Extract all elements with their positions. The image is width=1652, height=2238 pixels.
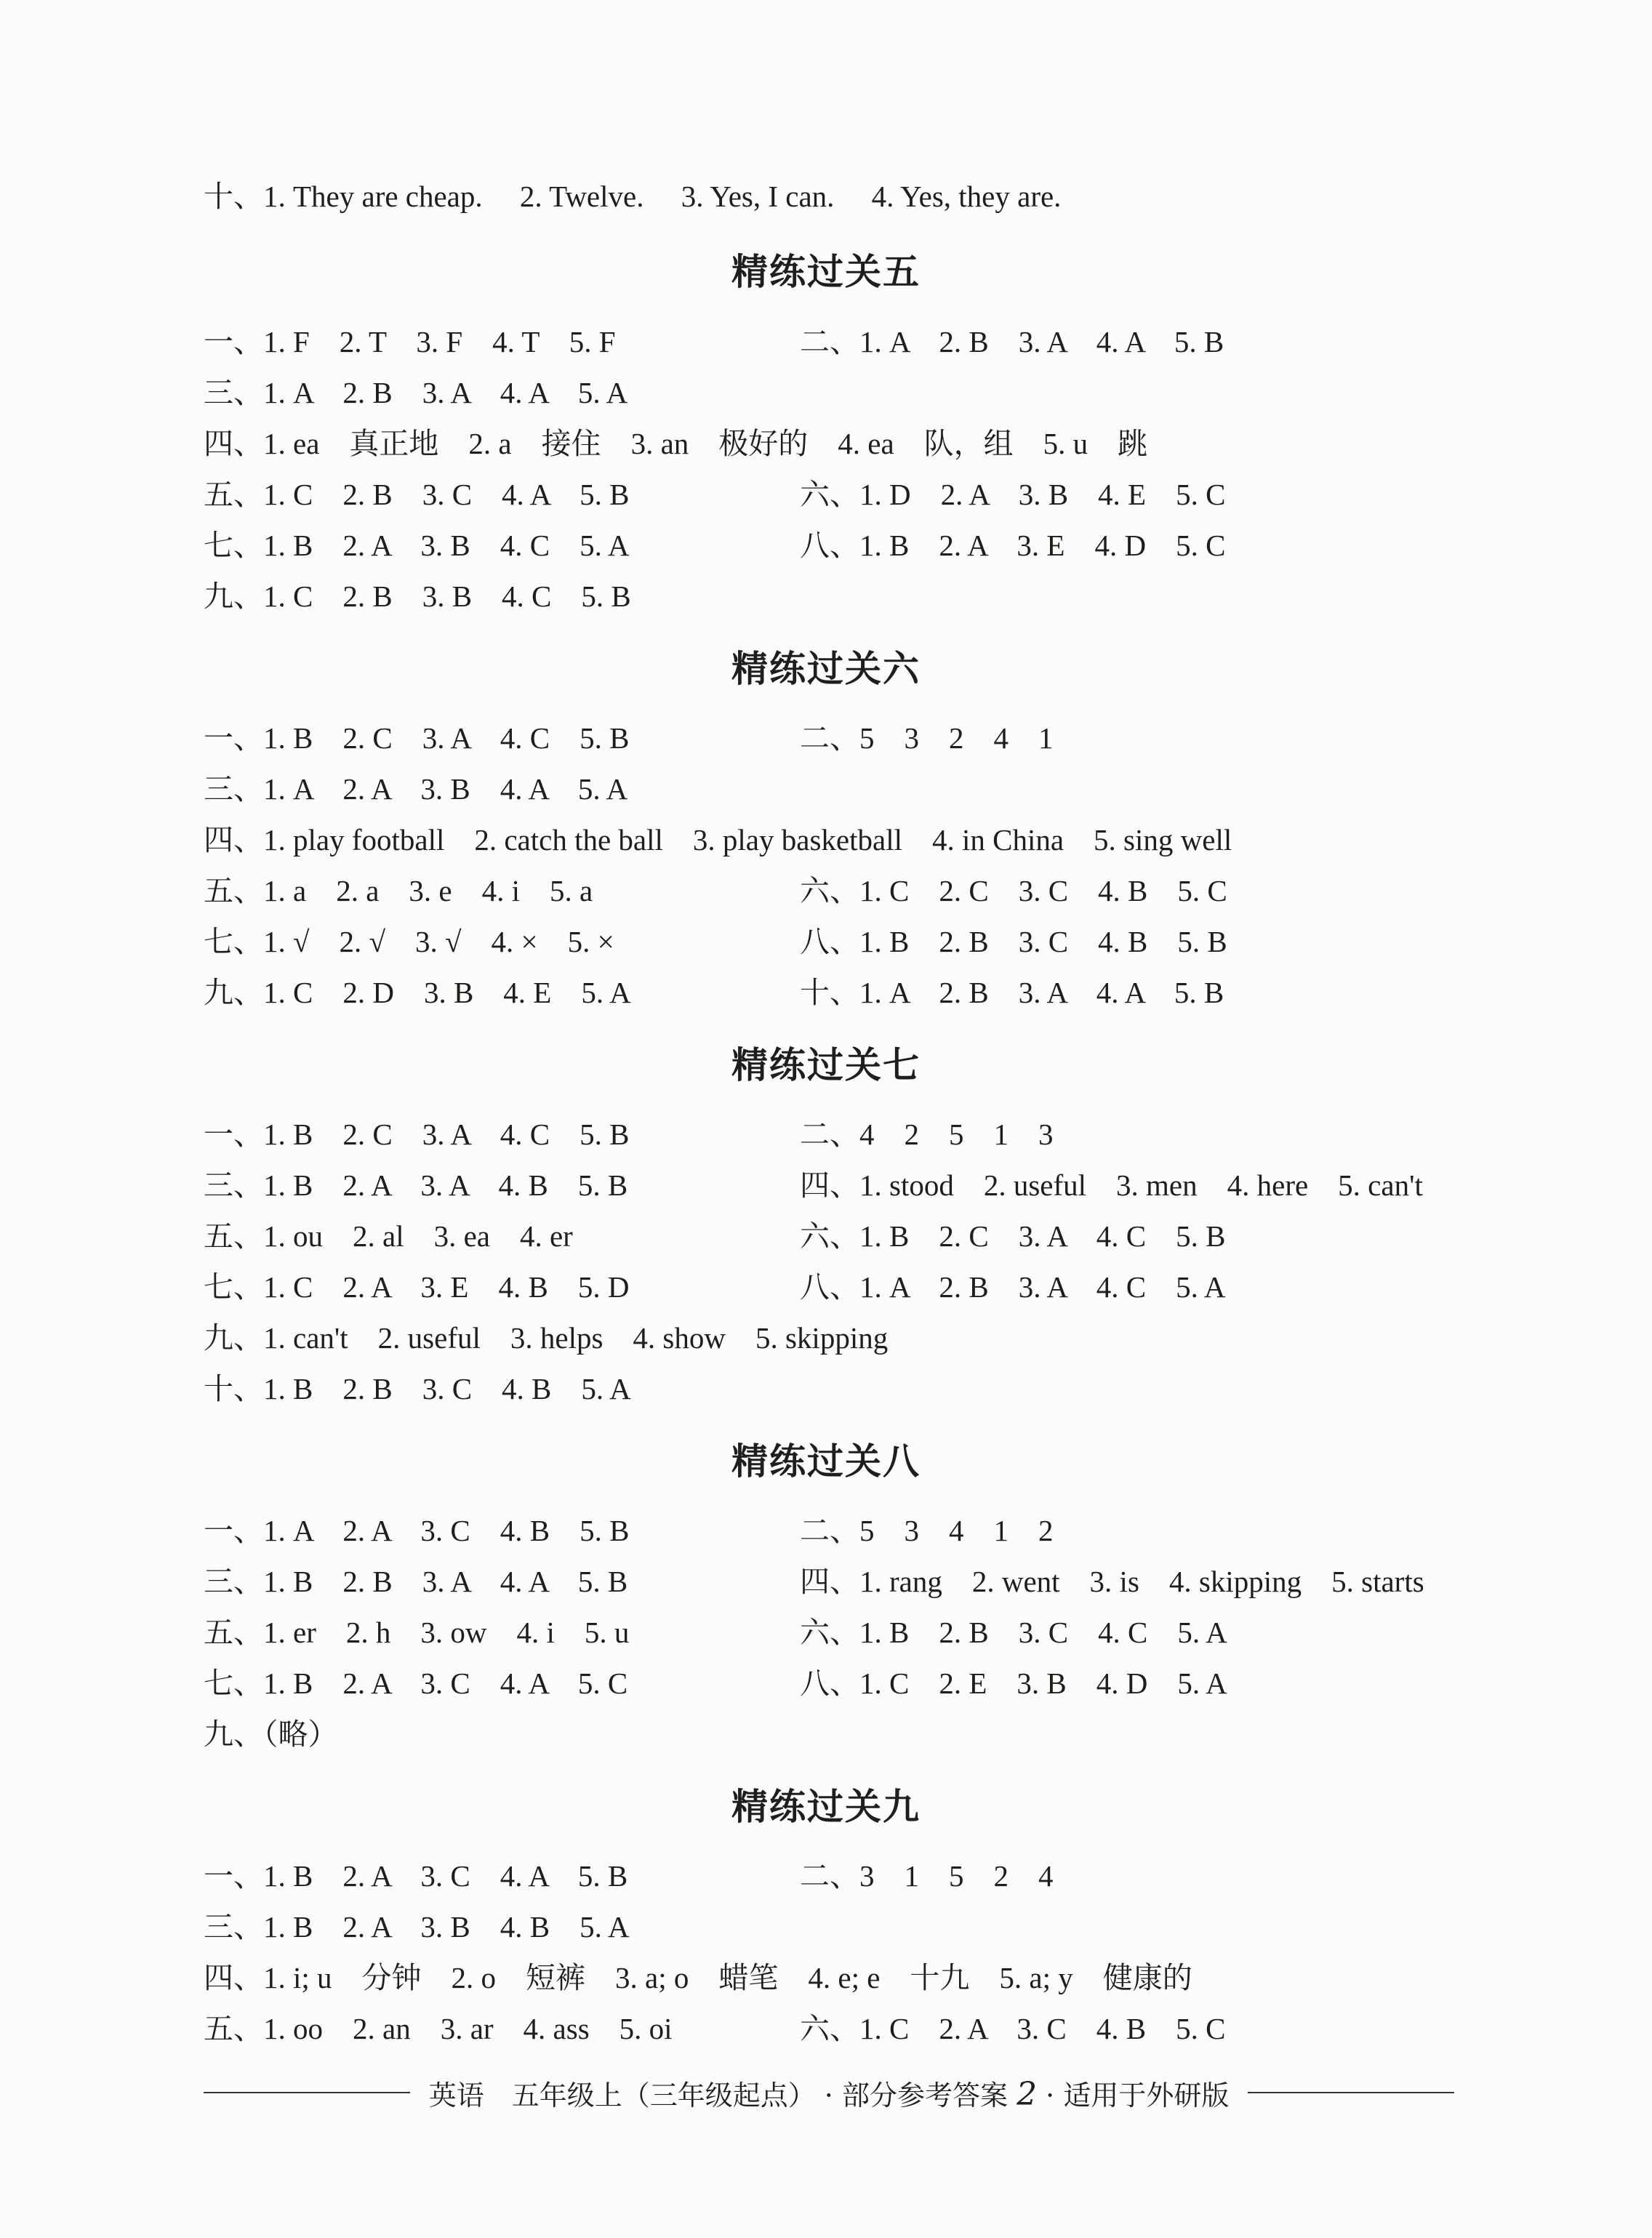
answer-line (204, 1850, 1498, 1901)
answer-text: 一、1. B 2. C 3. A 4. C 5. B (204, 1118, 630, 1151)
footer-rule-left (204, 2092, 410, 2093)
answer-line (204, 367, 1498, 418)
footer-subject: 英语 五年级上（三年级起点） (428, 2079, 816, 2111)
answer-text: 九、1. C 2. B 3. B 4. C 5. B (204, 579, 631, 613)
answer-text: 七、1. B 2. A 3. B 4. C 5. A (204, 529, 630, 562)
answer-text: 九、1. can't 2. useful 3. helps 4. show 5. skipping (204, 1321, 889, 1355)
answer-line (204, 865, 1498, 916)
answer-text: 九、1. C 2. D 3. B 4. E 5. A (204, 976, 631, 1009)
answer-text: 六、1. C 2. A 3. C 4. B 5. C (800, 2012, 1226, 2045)
answer-line (204, 316, 1498, 367)
answer-text: 三、1. A 2. A 3. B 4. A 5. A (204, 772, 628, 806)
answer-line (204, 1312, 1498, 1363)
answer-text: 五、1. er 2. h 3. ow 4. i 5. u (204, 1616, 630, 1649)
answer-line (204, 418, 1498, 469)
answer-line (204, 171, 1498, 222)
answer-line (204, 814, 1498, 865)
page-number: 2 (1017, 2075, 1038, 2113)
section-title: 精练过关八 (731, 1440, 921, 1483)
answer-text: 五、1. a 2. a 3. e 4. i 5. a (204, 874, 593, 907)
answer-text: 七、1. √ 2. √ 3. √ 4. × 5. × (204, 925, 614, 958)
section-title: 精练过关七 (731, 1044, 921, 1086)
answer-text: 十、1. They are cheap. 2. Twelve. 3. Yes, I can. 4. Yes, they are. (204, 180, 1062, 213)
answer-text: 四、1. ea 真正地 2. a 接住 3. an 极好的 4. ea 队，组 5. u 跳 (204, 427, 1148, 460)
answer-text: 五、1. oo 2. an 3. ar 4. ass 5. oi (204, 2012, 673, 2045)
answer-text: 三、1. A 2. B 3. A 4. A 5. A (204, 376, 628, 409)
answer-line (204, 1211, 1498, 1262)
answer-text: 八、1. B 2. A 3. E 4. D 5. C (800, 529, 1226, 562)
answer-text: 十、1. A 2. B 3. A 4. A 5. B (800, 976, 1224, 1009)
answer-text: 三、1. B 2. A 3. B 4. B 5. A (204, 1910, 630, 1944)
answer-text: 一、1. B 2. C 3. A 4. C 5. B (204, 721, 630, 755)
section-title: 精练过关九 (731, 1786, 921, 1828)
answer-text: 八、1. C 2. E 3. B 4. D 5. A (800, 1667, 1227, 1700)
answer-text: 六、1. B 2. C 3. A 4. C 5. B (800, 1219, 1226, 1253)
answer-text: 二、4 2 5 1 3 (800, 1118, 1054, 1151)
answer-line (204, 1363, 1498, 1414)
answer-line (204, 1952, 1498, 2003)
answer-text: 四、1. i; u 分钟 2. o 短裤 3. a; o 蜡笔 4. e; e 十九 5. a; y 健康的 (204, 1961, 1192, 1994)
footer-answer-label: · 部分参考答案 (824, 2079, 1008, 2111)
answer-line (204, 2003, 1498, 2054)
footer-rule-right (1248, 2092, 1454, 2093)
answer-text: 八、1. A 2. B 3. A 4. C 5. A (800, 1270, 1226, 1304)
answer-text: 十、1. B 2. B 3. C 4. B 5. A (204, 1372, 631, 1405)
answer-text: 三、1. B 2. A 3. A 4. B 5. B (204, 1168, 628, 1202)
answer-line (204, 571, 1498, 622)
answer-line (204, 1109, 1498, 1160)
answer-line (204, 763, 1498, 814)
answer-text: 六、1. D 2. A 3. B 4. E 5. C (800, 478, 1226, 511)
answer-line (204, 713, 1498, 763)
page-footer (204, 2071, 1454, 2114)
answer-line (204, 916, 1498, 967)
footer-edition: · 适用于外研版 (1046, 2079, 1230, 2111)
answer-line (204, 1160, 1498, 1211)
answer-text: 四、1. rang 2. went 3. is 4. skipping 5. starts (800, 1565, 1424, 1598)
answer-text: 二、3 1 5 2 4 (800, 1859, 1054, 1893)
answer-text: 二、5 3 4 1 2 (800, 1514, 1054, 1547)
answer-line (204, 1709, 1498, 1760)
answer-text: 五、1. ou 2. al 3. ea 4. er (204, 1219, 573, 1253)
answer-line (204, 1505, 1498, 1556)
answer-text: 八、1. B 2. B 3. C 4. B 5. B (800, 925, 1227, 958)
section-title: 精练过关六 (731, 648, 921, 690)
answer-text: 三、1. B 2. B 3. A 4. A 5. B (204, 1565, 628, 1598)
answer-text: 九、（略） (204, 1717, 338, 1751)
answer-text: 七、1. B 2. A 3. C 4. A 5. C (204, 1667, 628, 1700)
answer-text: 四、1. stood 2. useful 3. men 4. here 5. can't (800, 1168, 1423, 1202)
answer-line (204, 469, 1498, 520)
answer-line (204, 967, 1498, 1018)
answer-text: 六、1. C 2. C 3. C 4. B 5. C (800, 874, 1227, 907)
answer-text: 一、1. B 2. A 3. C 4. A 5. B (204, 1859, 628, 1893)
answer-text: 一、1. A 2. A 3. C 4. B 5. B (204, 1514, 630, 1547)
footer-text (410, 2073, 1248, 2113)
answer-text: 一、1. F 2. T 3. F 4. T 5. F (204, 325, 616, 358)
answer-text: 五、1. C 2. B 3. C 4. A 5. B (204, 478, 630, 511)
answer-line (204, 1607, 1498, 1658)
section-title: 精练过关五 (731, 251, 921, 293)
answer-line (204, 1262, 1498, 1312)
answer-line (204, 520, 1498, 571)
answer-text: 六、1. B 2. B 3. C 4. C 5. A (800, 1616, 1227, 1649)
answer-line (204, 1901, 1498, 1952)
answer-text: 七、1. C 2. A 3. E 4. B 5. D (204, 1270, 630, 1304)
answer-text: 二、5 3 2 4 1 (800, 721, 1054, 755)
answer-line (204, 1658, 1498, 1709)
answer-line (204, 1556, 1498, 1607)
answer-text: 二、1. A 2. B 3. A 4. A 5. B (800, 325, 1224, 358)
answer-text: 四、1. play football 2. catch the ball 3. play basketball 4. in China 5. sing well (204, 823, 1232, 857)
